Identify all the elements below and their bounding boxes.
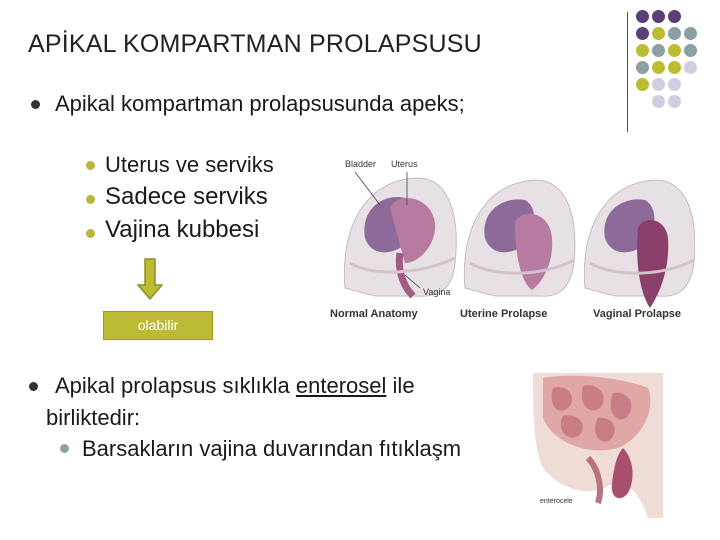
bullet-enterocele-text-a: Apikal prolapsus sıklıkla — [55, 373, 290, 398]
bullet-enterocele-line1 — [55, 373, 415, 399]
sub-bullet-marker — [86, 161, 95, 170]
bullet-marker — [29, 382, 38, 391]
sub-item-cervix-only: Sadece serviks — [105, 183, 268, 210]
decor-dot — [684, 44, 697, 57]
result-label-box: olabilir — [103, 311, 213, 340]
sub-bullet-marker — [86, 195, 95, 204]
sub-item-bowel-herniation: Barsakların vajina duvarından fıtıklaşm — [82, 436, 462, 461]
enterocele-caption: enterocele — [540, 498, 573, 505]
bullet-enterocele-text-b: ile — [392, 373, 415, 398]
prolapse-anatomy-figure — [325, 150, 695, 330]
decorative-dot-grid — [636, 10, 716, 120]
decor-dot — [668, 95, 681, 108]
decor-dot — [652, 10, 665, 23]
decor-dot — [668, 44, 681, 57]
label-vagina: Vagina — [423, 287, 451, 297]
bullet-apical-apex: Apikal kompartman prolapsusunda apeks; — [55, 91, 465, 116]
slide-title: APİKAL KOMPARTMAN PROLAPSUSU — [28, 30, 482, 58]
decor-dot — [684, 61, 697, 74]
label-bladder: Bladder — [345, 159, 377, 169]
decor-dot — [652, 78, 665, 91]
sub-bullet-marker — [86, 229, 95, 238]
caption-uterine-prolapse: Uterine Prolapse — [460, 308, 548, 320]
enterocele-link[interactable]: enterosel — [295, 373, 387, 398]
decor-dot — [636, 27, 649, 40]
decor-dot — [652, 44, 665, 57]
label-uterus: Uterus — [391, 159, 418, 169]
decor-dot — [668, 27, 681, 40]
prolapse-illustration-image — [325, 150, 695, 330]
decor-dot — [636, 78, 649, 91]
bullet-enterocele-line2: birliktedir: — [46, 405, 141, 430]
decor-dot — [636, 10, 649, 23]
decor-dot — [668, 10, 681, 23]
down-arrow-icon — [137, 258, 163, 300]
decorative-divider-line — [627, 12, 628, 132]
enterocele-figure — [528, 368, 668, 520]
caption-normal-anatomy: Normal Anatomy — [330, 308, 418, 320]
decor-dot — [684, 27, 697, 40]
sub-item-vaginal-vault: Vajina kubbesi — [105, 216, 260, 243]
bullet-marker — [31, 100, 40, 109]
sub-item-uterus-cervix: Uterus ve serviks — [105, 152, 274, 177]
decor-dot — [636, 61, 649, 74]
decor-dot — [652, 27, 665, 40]
decor-dot — [652, 95, 665, 108]
sub-bullet-marker — [60, 444, 69, 453]
caption-vaginal-prolapse: Vaginal Prolapse — [593, 308, 682, 320]
decor-dot — [636, 44, 649, 57]
decor-dot — [652, 61, 665, 74]
decor-dot — [668, 78, 681, 91]
decor-dot — [668, 61, 681, 74]
